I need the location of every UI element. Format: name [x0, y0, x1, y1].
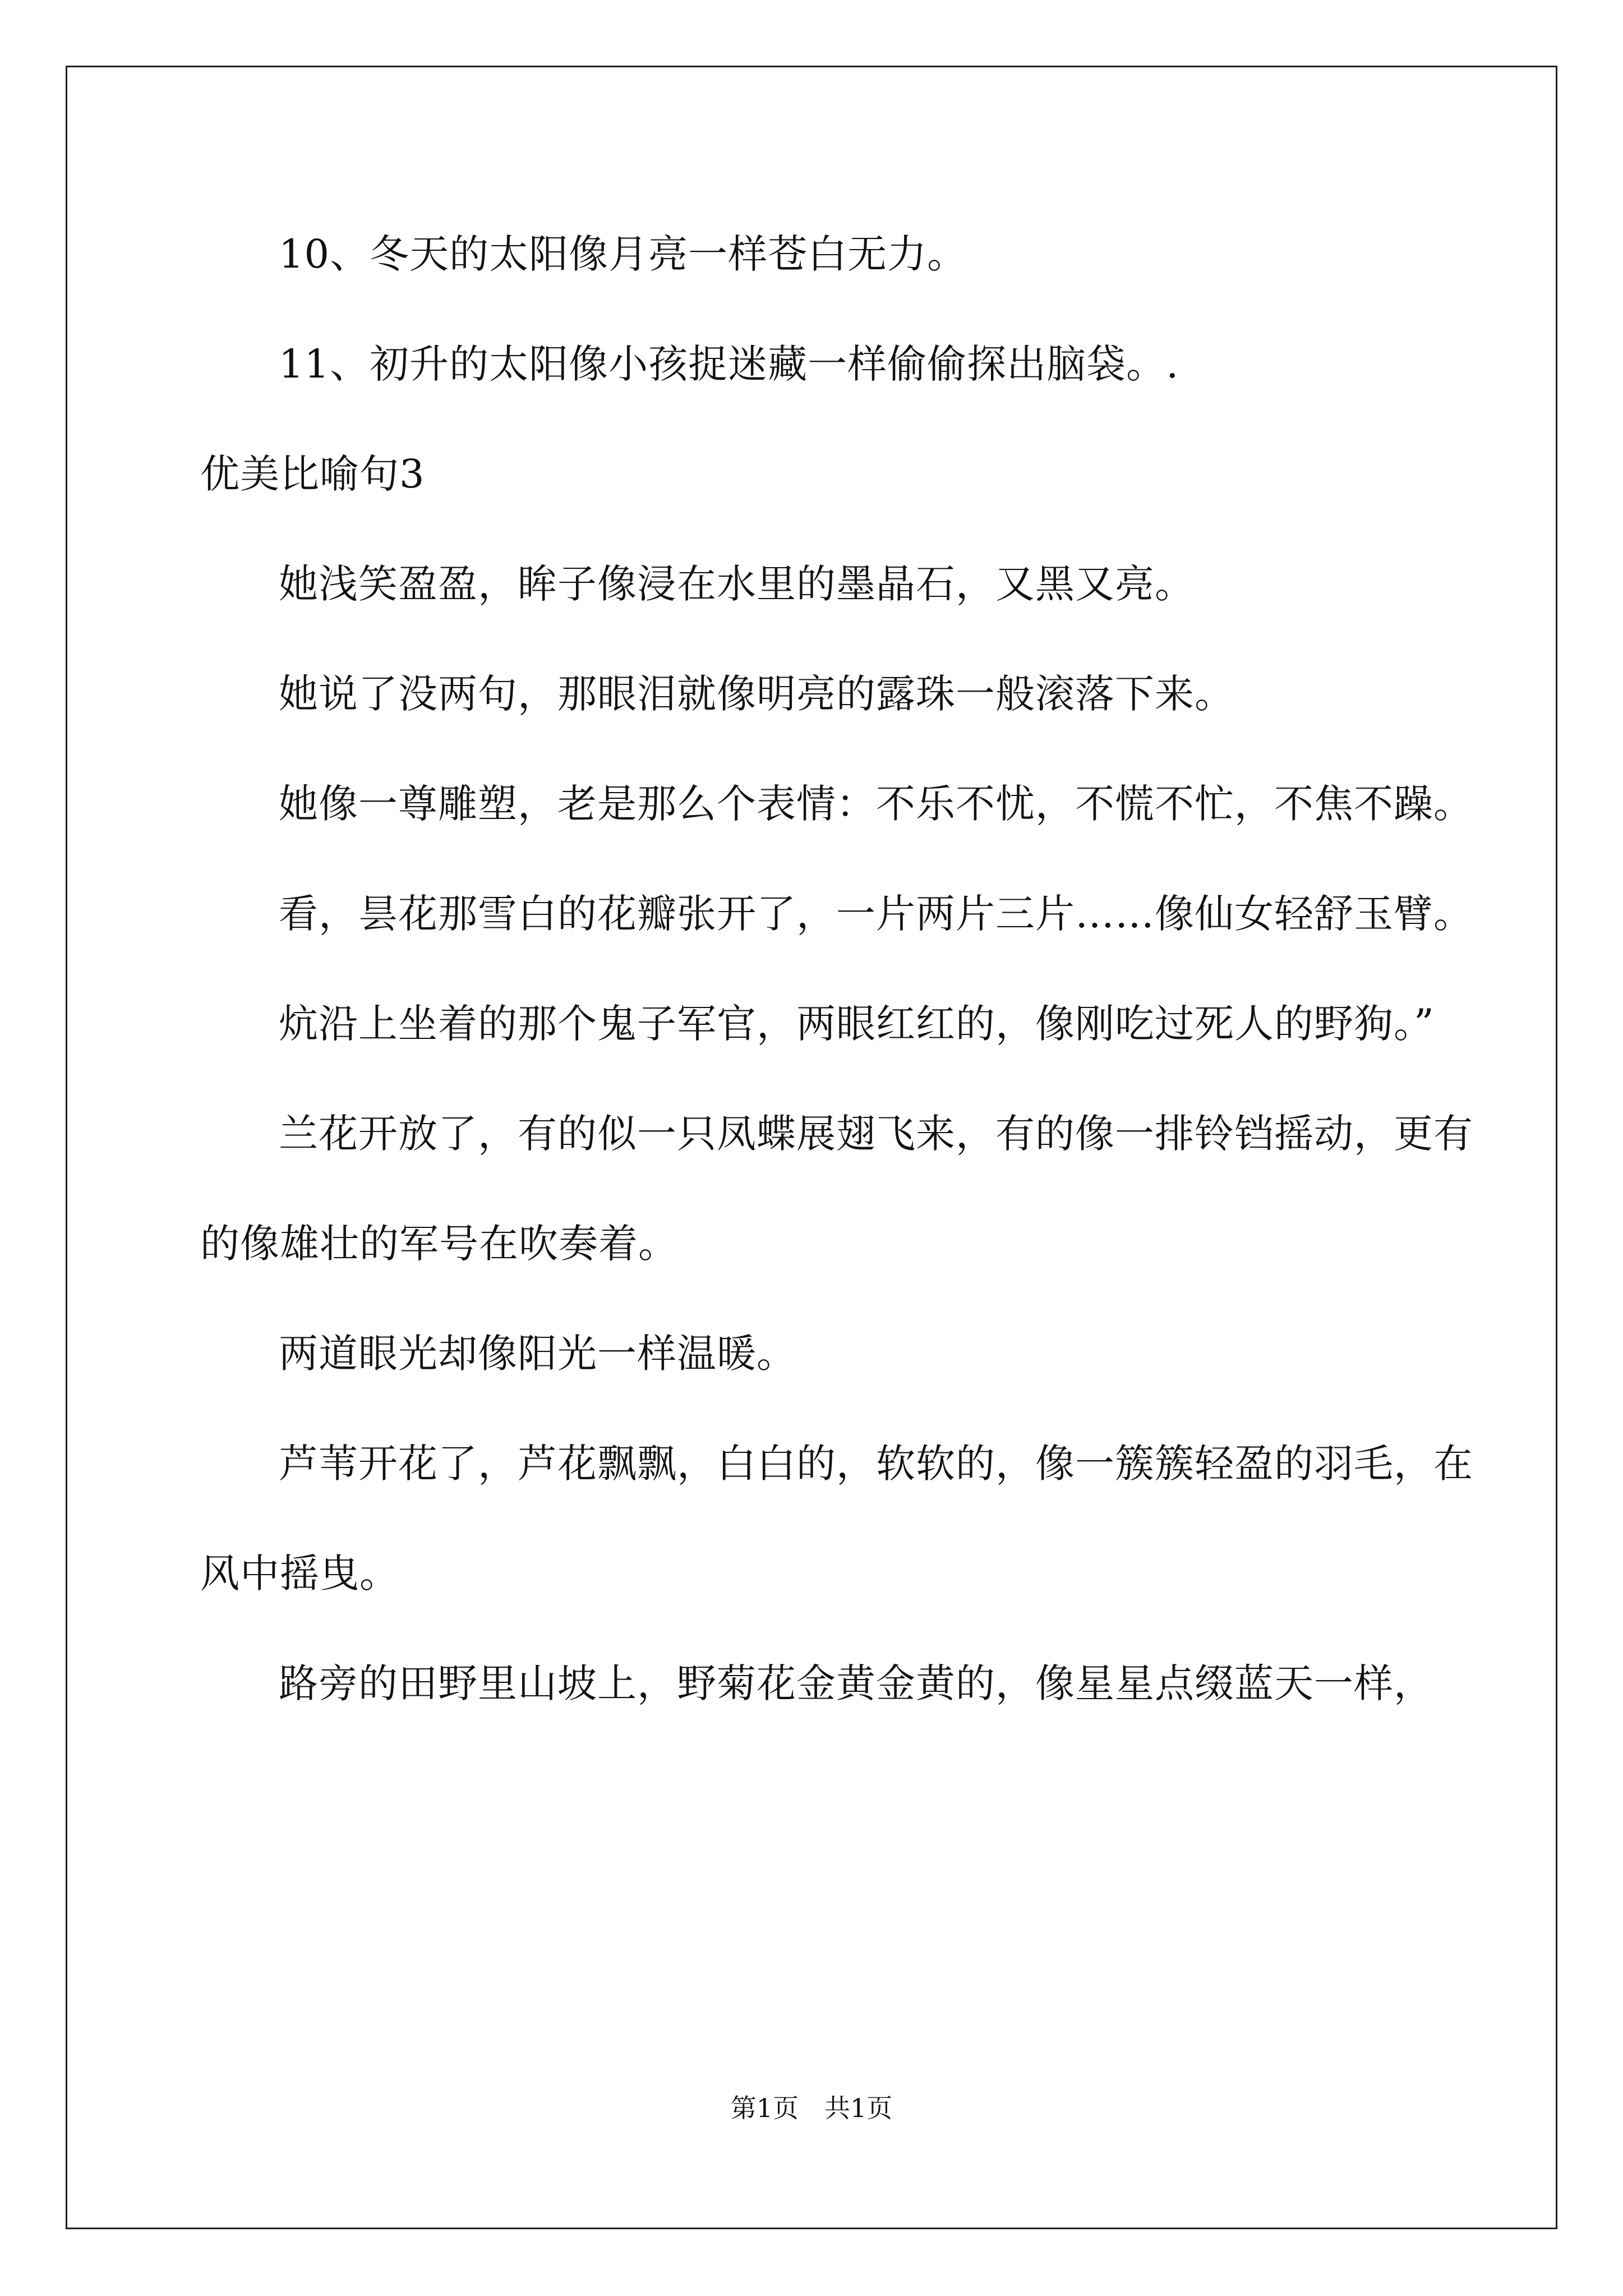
page-number: 第1页 共1页	[730, 2093, 893, 2123]
list-item: 两道眼光却像阳光一样温暖。	[279, 1331, 796, 1377]
list-item: 她说了没两句，那眼泪就像明亮的露珠一般滚落下来。	[279, 671, 1234, 717]
list-item: 11、初升的太阳像小孩捉迷藏一样偷偷探出脑袋。.	[279, 341, 1179, 387]
list-item: 她像一尊雕塑，老是那么个表情：不乐不忧，不慌不忙，不焦不躁。	[279, 781, 1473, 827]
list-item: 10、冬天的太阳像月亮一样苍白无力。	[279, 231, 967, 277]
list-item: 兰花开放了，有的似一只凤蝶展翅飞来，有的像一排铃铛摇动，更有的像雄壮的军号在吹奏着。	[200, 1111, 1473, 1267]
list-item: 芦苇开花了，芦花飘飘，白白的，软软的，像一簇簇轻盈的羽毛，在风中摇曳。	[200, 1441, 1473, 1596]
document-body	[200, 199, 1479, 1738]
section-heading: 优美比喻句3	[200, 451, 425, 497]
list-item: 炕沿上坐着的那个鬼子军官，两眼红红的，像刚吃过死人的野狗。”	[279, 1001, 1435, 1047]
list-item: 路旁的田野里山坡上，野菊花金黄金黄的，像星星点缀蓝天一样，	[279, 1660, 1433, 1706]
list-item: 看，昙花那雪白的花瓣张开了，一片两片三片……像仙女轻舒玉臂。	[279, 891, 1473, 937]
list-item: 她浅笑盈盈，眸子像浸在水里的墨晶石，又黑又亮。	[279, 561, 1195, 607]
